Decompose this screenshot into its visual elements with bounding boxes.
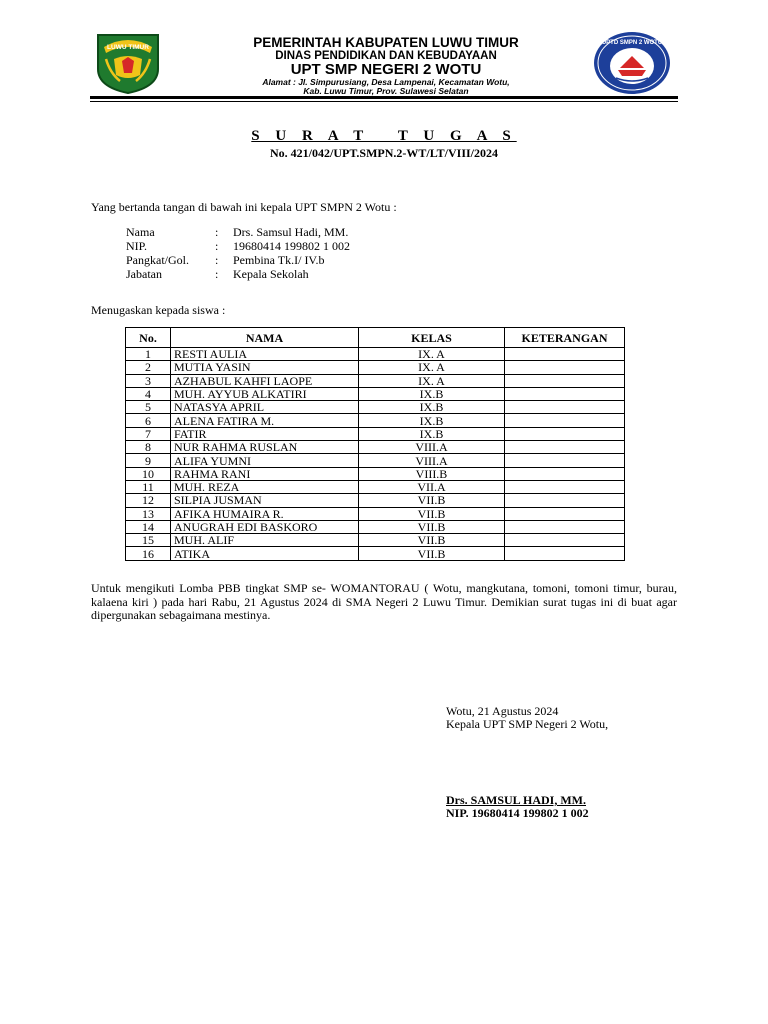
identity-value: Drs. Samsul Hadi, MM. <box>233 225 349 239</box>
logo-right-subtext: LUWU TIMUR <box>617 83 647 88</box>
table-row <box>126 507 625 520</box>
cell-nama: ALENA FATIRA M. <box>171 414 359 427</box>
table-row <box>126 494 625 507</box>
luwu-timur-logo <box>92 29 164 95</box>
cell-no: 2 <box>126 361 171 374</box>
identity-row-pangkat <box>126 253 446 267</box>
cell-keterangan <box>505 480 625 493</box>
cell-no: 1 <box>126 348 171 361</box>
identity-value: Pembina Tk.I/ IV.b <box>233 253 325 267</box>
letter-number: No. 421/042/UPT.SMPN.2-WT/LT/VIII/2024 <box>269 146 499 160</box>
cell-nama: AZHABUL KAHFI LAOPE <box>171 374 359 387</box>
identity-colon: : <box>215 267 219 281</box>
identity-colon: : <box>215 225 219 239</box>
table-row <box>126 454 625 467</box>
cell-kelas: IX. A <box>359 374 505 387</box>
cell-no: 5 <box>126 401 171 414</box>
table-row <box>126 520 625 533</box>
cell-keterangan <box>505 547 625 560</box>
cell-keterangan <box>505 348 625 361</box>
cell-keterangan <box>505 454 625 467</box>
header-address-line2: Kab. Luwu Timur, Prov. Sulawesi Selatan <box>303 86 469 96</box>
table-row <box>126 427 625 440</box>
cell-nama: MUH. REZA <box>171 480 359 493</box>
cell-kelas: IX. A <box>359 361 505 374</box>
cell-nama: RAHMA RANI <box>171 467 359 480</box>
school-logo <box>592 30 672 96</box>
cell-kelas: VII.B <box>359 494 505 507</box>
cell-kelas: VII.B <box>359 507 505 520</box>
table-row <box>126 374 625 387</box>
cell-keterangan <box>505 534 625 547</box>
cell-no: 15 <box>126 534 171 547</box>
students-table-body <box>126 348 625 561</box>
cell-no: 11 <box>126 480 171 493</box>
cell-nama: ATIKA <box>171 547 359 560</box>
cell-no: 13 <box>126 507 171 520</box>
cell-nama: NUR RAHMA RUSLAN <box>171 441 359 454</box>
cell-no: 10 <box>126 467 171 480</box>
cell-keterangan <box>505 374 625 387</box>
identity-value: Kepala Sekolah <box>233 267 309 281</box>
cell-keterangan <box>505 427 625 440</box>
cell-keterangan <box>505 441 625 454</box>
cell-no: 12 <box>126 494 171 507</box>
header-school-name: UPT SMP NEGERI 2 WOTU <box>290 61 482 78</box>
table-header-row <box>126 328 625 348</box>
cell-nama: MUH. ALIF <box>171 534 359 547</box>
identity-row-jabatan <box>126 267 446 281</box>
identity-colon: : <box>215 253 219 267</box>
signer-nip: NIP. 19680414 199802 1 002 <box>446 806 589 820</box>
identity-label: NIP. <box>126 239 148 253</box>
col-header-kelas: KELAS <box>359 328 505 348</box>
header-department: DINAS PENDIDIKAN DAN KEBUDAYAAN <box>275 50 497 62</box>
header-address-line1: Alamat : Jl. Simpurusiang, Desa Lampenai, Kecamatan Wotu, <box>262 77 510 87</box>
table-row <box>126 534 625 547</box>
identity-row-nip <box>126 239 446 253</box>
cell-kelas: IX.B <box>359 401 505 414</box>
col-header-nama: NAMA <box>171 328 359 348</box>
cell-nama: FATIR <box>171 427 359 440</box>
signer-title: Kepala UPT SMP Negeri 2 Wotu, <box>446 717 609 731</box>
logo-left-text: LUWU TIMUR <box>107 44 149 51</box>
intro-text: Yang bertanda tangan di bawah ini kepala UPT SMPN 2 Wotu : <box>91 200 397 214</box>
cell-nama: AFIKA HUMAIRA R. <box>171 507 359 520</box>
cell-no: 9 <box>126 454 171 467</box>
cell-nama: NATASYA APRIL <box>171 401 359 414</box>
col-header-no: No. <box>126 328 171 348</box>
cell-keterangan <box>505 507 625 520</box>
letter-title: S U R A T T U G A S <box>251 128 517 144</box>
cell-nama: ALIFA YUMNI <box>171 454 359 467</box>
cell-no: 16 <box>126 547 171 560</box>
body-paragraph: Untuk mengikuti Lomba PBB tingkat SMP se- WOMANTORAU ( Wotu, mangkutana, tomoni, tomoni timur, burau, kalaena kiri ) pada hari Rabu, 21 Agustus 2024 di SMA Negeri 2 Luwu Timur. Demikian surat tugas ini di buat agar dipergunakan sebagaimana mestinya. <box>91 581 677 622</box>
cell-kelas: VII.B <box>359 547 505 560</box>
col-header-keterangan: KETERANGAN <box>505 328 625 348</box>
cell-kelas: VIII.A <box>359 454 505 467</box>
cell-nama: MUH. AYYUB ALKATIRI <box>171 387 359 400</box>
cell-keterangan <box>505 467 625 480</box>
cell-nama: ANUGRAH EDI BASKORO <box>171 520 359 533</box>
cell-keterangan <box>505 520 625 533</box>
cell-kelas: IX.B <box>359 387 505 400</box>
table-row <box>126 387 625 400</box>
identity-colon: : <box>215 239 219 253</box>
cell-keterangan <box>505 401 625 414</box>
cell-nama: SILPIA JUSMAN <box>171 494 359 507</box>
cell-nama: MUTIA YASIN <box>171 361 359 374</box>
cell-kelas: IX.B <box>359 427 505 440</box>
table-row <box>126 441 625 454</box>
signer-name: Drs. SAMSUL HADI, MM. <box>446 793 586 807</box>
table-row <box>126 480 625 493</box>
identity-label: Jabatan <box>126 267 162 281</box>
identity-label: Pangkat/Gol. <box>126 253 189 267</box>
logo-right-text: UPTD SMPN 2 WOTU <box>601 40 663 46</box>
cell-keterangan <box>505 494 625 507</box>
students-table <box>125 327 625 561</box>
table-row <box>126 467 625 480</box>
cell-keterangan <box>505 361 625 374</box>
cell-no: 8 <box>126 441 171 454</box>
cell-kelas: VII.A <box>359 480 505 493</box>
identity-value: 19680414 199802 1 002 <box>233 239 350 253</box>
assign-text: Menugaskan kepada siswa : <box>91 303 226 317</box>
place-date: Wotu, 21 Agustus 2024 <box>446 704 559 718</box>
cell-kelas: VII.B <box>359 534 505 547</box>
cell-kelas: VIII.B <box>359 467 505 480</box>
table-row <box>126 414 625 427</box>
header-divider-thick <box>90 96 678 99</box>
table-row <box>126 401 625 414</box>
table-row <box>126 547 625 560</box>
cell-no: 6 <box>126 414 171 427</box>
cell-no: 7 <box>126 427 171 440</box>
header-divider-thin <box>90 101 678 102</box>
cell-keterangan <box>505 387 625 400</box>
identity-block <box>126 225 446 281</box>
table-row <box>126 361 625 374</box>
identity-row-nama <box>126 225 446 239</box>
header-government: PEMERINTAH KABUPATEN LUWU TIMUR <box>253 35 519 50</box>
cell-kelas: IX. A <box>359 348 505 361</box>
cell-nama: RESTI AULIA <box>171 348 359 361</box>
cell-no: 4 <box>126 387 171 400</box>
identity-label: Nama <box>126 225 155 239</box>
cell-kelas: IX.B <box>359 414 505 427</box>
cell-no: 3 <box>126 374 171 387</box>
cell-keterangan <box>505 414 625 427</box>
cell-no: 14 <box>126 520 171 533</box>
cell-kelas: VIII.A <box>359 441 505 454</box>
cell-kelas: VII.B <box>359 520 505 533</box>
table-row <box>126 348 625 361</box>
